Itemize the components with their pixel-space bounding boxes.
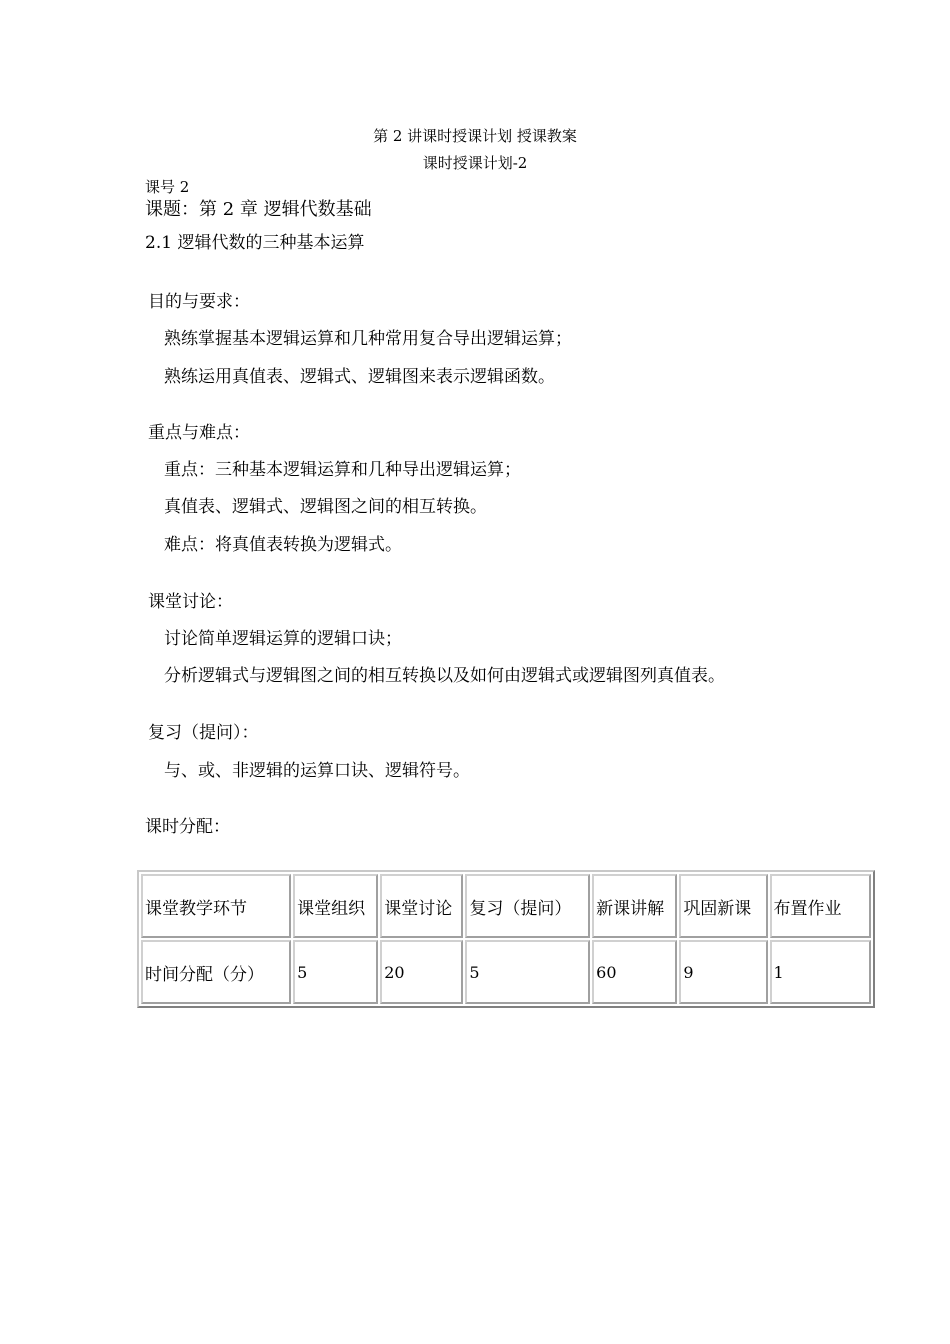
allocation-heading: 课时分配： — [145, 817, 230, 837]
objectives-item: 熟练掌握基本逻辑运算和几种常用复合导出逻辑运算； — [164, 329, 572, 349]
table-row — [141, 940, 871, 1004]
keypoints-item: 难点：将真值表转换为逻辑式。 — [164, 535, 402, 555]
keypoints-item: 真值表、逻辑式、逻辑图之间的相互转换。 — [164, 497, 487, 517]
table-cell: 复习（提问） — [465, 874, 590, 938]
keypoints-heading: 重点与难点： — [148, 423, 250, 443]
table-cell: 20 — [380, 940, 463, 1004]
table-cell: 9 — [679, 940, 767, 1004]
table-cell: 巩固新课 — [679, 874, 767, 938]
time-allocation-table — [137, 870, 875, 1008]
lesson-section: 2.1 逻辑代数的三种基本运算 — [145, 233, 365, 253]
discussion-item: 讨论简单逻辑运算的逻辑口诀； — [164, 629, 402, 649]
table-cell: 时间分配（分） — [141, 940, 291, 1004]
keypoints-item: 重点：三种基本逻辑运算和几种导出逻辑运算； — [164, 460, 521, 480]
review-heading: 复习（提问）： — [148, 723, 259, 743]
table-cell: 布置作业 — [770, 874, 871, 938]
review-item: 与、或、非逻辑的运算口诀、逻辑符号。 — [164, 761, 470, 781]
document-title: 第 2 讲课时授课计划 授课教案 — [373, 127, 577, 145]
table-cell: 5 — [293, 940, 378, 1004]
table-header-row — [141, 874, 871, 938]
table-cell: 5 — [465, 940, 590, 1004]
lesson-number: 课号 2 — [145, 178, 190, 196]
table-cell: 课堂教学环节 — [141, 874, 291, 938]
table-cell: 1 — [770, 940, 871, 1004]
document-subtitle: 课时授课计划-2 — [422, 154, 528, 172]
table-cell: 新课讲解 — [592, 874, 677, 938]
discussion-item: 分析逻辑式与逻辑图之间的相互转换以及如何由逻辑式或逻辑图列真值表。 — [164, 666, 725, 686]
table-cell: 60 — [592, 940, 677, 1004]
discussion-heading: 课堂讨论： — [148, 592, 233, 612]
table-cell: 课堂讨论 — [380, 874, 463, 938]
table-cell: 课堂组织 — [293, 874, 378, 938]
objectives-heading: 目的与要求： — [148, 292, 250, 312]
objectives-item: 熟练运用真值表、逻辑式、逻辑图来表示逻辑函数。 — [164, 367, 555, 387]
lesson-topic: 课题：第 2 章 逻辑代数基础 — [145, 199, 372, 220]
